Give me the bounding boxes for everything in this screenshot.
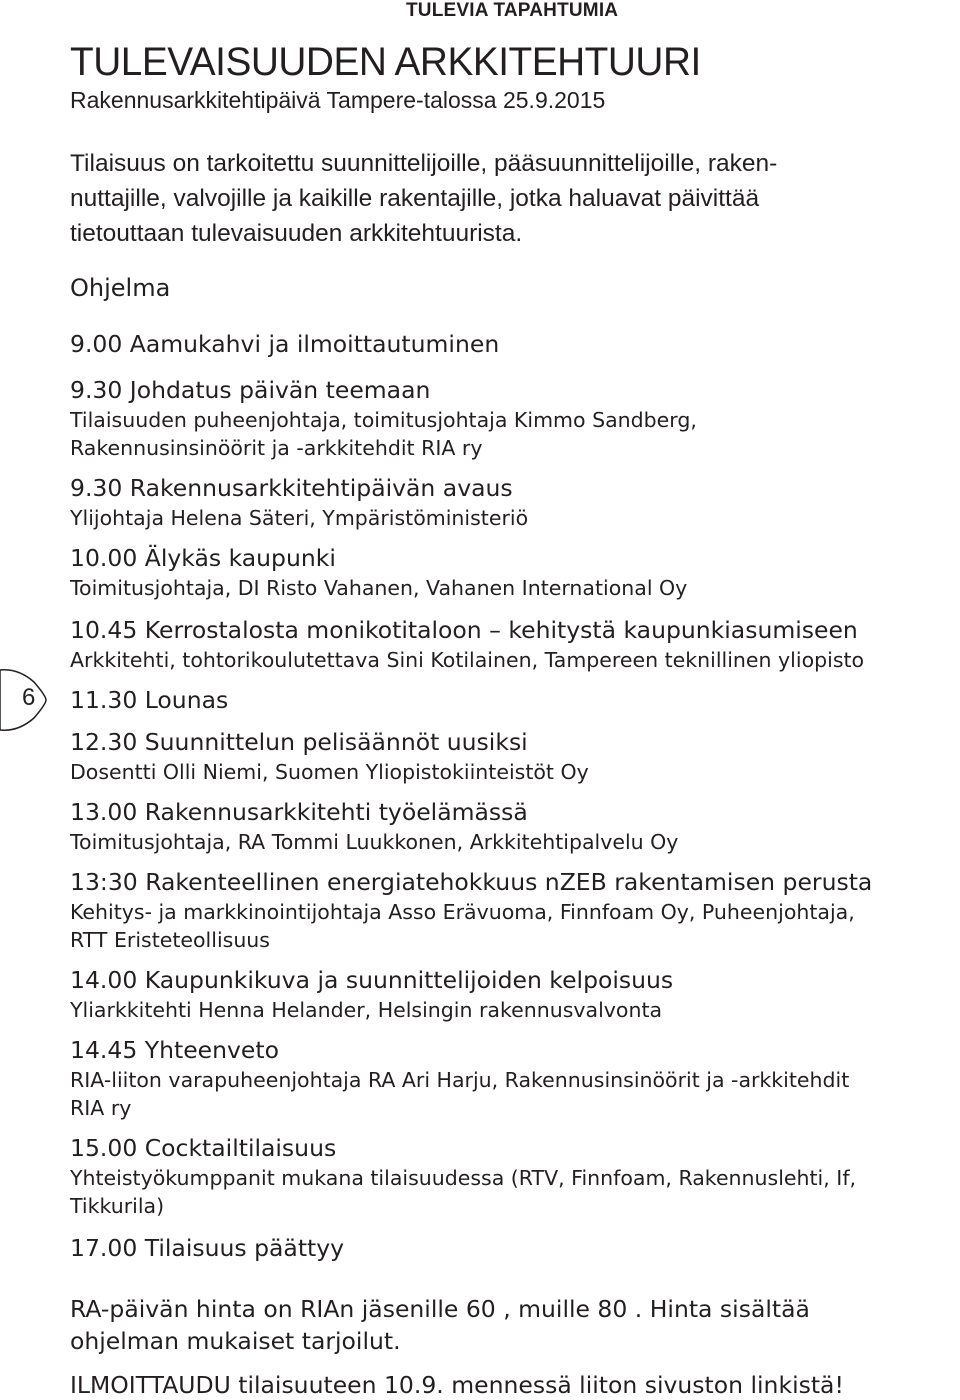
program-item	[70, 1132, 960, 1220]
program-schedule	[70, 318, 960, 1264]
program-item-speaker: Yliarkkitehti Henna Helander, Helsingin rakennusvalvonta	[70, 998, 663, 1022]
program-item-title: 12.30 Suunnittelun pelisäännöt uusiksi	[70, 728, 528, 756]
program-item	[70, 1034, 960, 1122]
program-item-speaker: Tilaisuuden puheenjohtaja, toimitusjohtaja Kimmo Sandberg,	[70, 408, 697, 432]
program-item-title: 11.30 Lounas	[70, 686, 229, 714]
program-item	[70, 328, 960, 360]
program-item	[70, 964, 960, 1024]
program-item	[70, 684, 960, 716]
program-item	[70, 542, 960, 602]
page-number-badge	[0, 668, 58, 732]
price-info	[70, 1293, 950, 1357]
page-number: 6	[22, 684, 36, 711]
program-item-speaker: Toimitusjohtaja, RA Tommi Luukkonen, Arkkitehtipalvelu Oy	[70, 830, 679, 854]
section-label: TULEVIA TAPAHTUMIA	[406, 0, 619, 21]
program-item-speaker: Arkkitehti, tohtorikoulutettava Sini Kotilainen, Tampereen teknillinen yliopisto	[70, 648, 865, 672]
program-item-speaker: Ylijohtaja Helena Säteri, Ympäristöministeriö	[70, 506, 529, 530]
price-line: ohjelman mukaiset tarjoilut.	[70, 1327, 401, 1355]
program-item-speaker: RIA-liiton varapuheenjohtaja RA Ari Harju, Rakennusinsinöörit ja -arkkitehdit	[70, 1068, 850, 1092]
program-item	[70, 614, 960, 674]
price-line: RA-päivän hinta on RIAn jäsenille 60 , muille 80 . Hinta sisältää	[70, 1295, 810, 1323]
program-item-speaker: Dosentti Olli Niemi, Suomen Yliopistokiinteistöt Oy	[70, 760, 589, 784]
intro-line: Tilaisuus on tarkoitettu suunnittelijoille, pääsuunnittelijoille, raken-	[70, 150, 778, 177]
program-item-speaker: Yhteistyökumppanit mukana tilaisuudessa (RTV, Finnfoam, Rakennuslehti, If,	[70, 1166, 857, 1190]
program-item-title: 10.00 Älykäs kaupunki	[70, 544, 336, 572]
page-title: TULEVAISUUDEN ARKKITEHTUURI	[70, 40, 701, 84]
program-item	[70, 796, 960, 856]
program-item	[70, 472, 960, 532]
program-item-title: 9.30 Johdatus päivän teemaan	[70, 376, 431, 404]
program-item-speaker: Tikkurila)	[70, 1194, 165, 1218]
program-heading: Ohjelma	[70, 274, 171, 302]
program-item-title: 14.45 Yhteenveto	[70, 1036, 279, 1064]
program-item-title: 13:30 Rakenteellinen energiatehokkuus nZEB rakentamisen perusta	[70, 868, 873, 896]
intro-line: tietouttaan tulevaisuuden arkkitehtuurista.	[70, 220, 523, 247]
program-item-title: 14.00 Kaupunkikuva ja suunnittelijoiden kelpoisuus	[70, 966, 674, 994]
program-item	[70, 1232, 960, 1264]
program-item	[70, 374, 960, 462]
program-item-speaker: RIA ry	[70, 1096, 132, 1120]
program-item-title: 17.00 Tilaisuus päättyy	[70, 1234, 345, 1262]
program-item-speaker: Rakennusinsinöörit ja -arkkitehdit RIA ry	[70, 436, 483, 460]
program-item	[70, 726, 960, 786]
program-item-title: 15.00 Cocktailtilaisuus	[70, 1134, 337, 1162]
program-item-title: 9.00 Aamukahvi ja ilmoittautuminen	[70, 330, 500, 358]
program-item	[70, 866, 960, 954]
program-item-speaker: Toimitusjohtaja, DI Risto Vahanen, Vahanen International Oy	[70, 576, 688, 600]
program-item-title: 9.30 Rakennusarkkitehtipäivän avaus	[70, 474, 513, 502]
intro-line: nuttajille, valvojille ja kaikille rakentajille, jotka haluavat päivittää	[70, 185, 760, 212]
program-item-title: 13.00 Rakennusarkkitehti työelämässä	[70, 798, 528, 826]
event-subtitle: Rakennusarkkitehtipäivä Tampere-talossa 25.9.2015	[70, 87, 606, 113]
program-item-speaker: Kehitys- ja markkinointijohtaja Asso Erävuoma, Finnfoam Oy, Puheenjohtaja,	[70, 900, 855, 924]
signup-notice: ILMOITTAUDU tilaisuuteen 10.9. mennessä liiton sivuston linkistä!	[70, 1371, 844, 1399]
program-item-speaker: RTT Eristeteollisuus	[70, 928, 270, 952]
intro-paragraph	[70, 146, 950, 251]
program-item-title: 10.45 Kerrostalosta monikotitaloon – kehitystä kaupunkiasumiseen	[70, 616, 858, 644]
